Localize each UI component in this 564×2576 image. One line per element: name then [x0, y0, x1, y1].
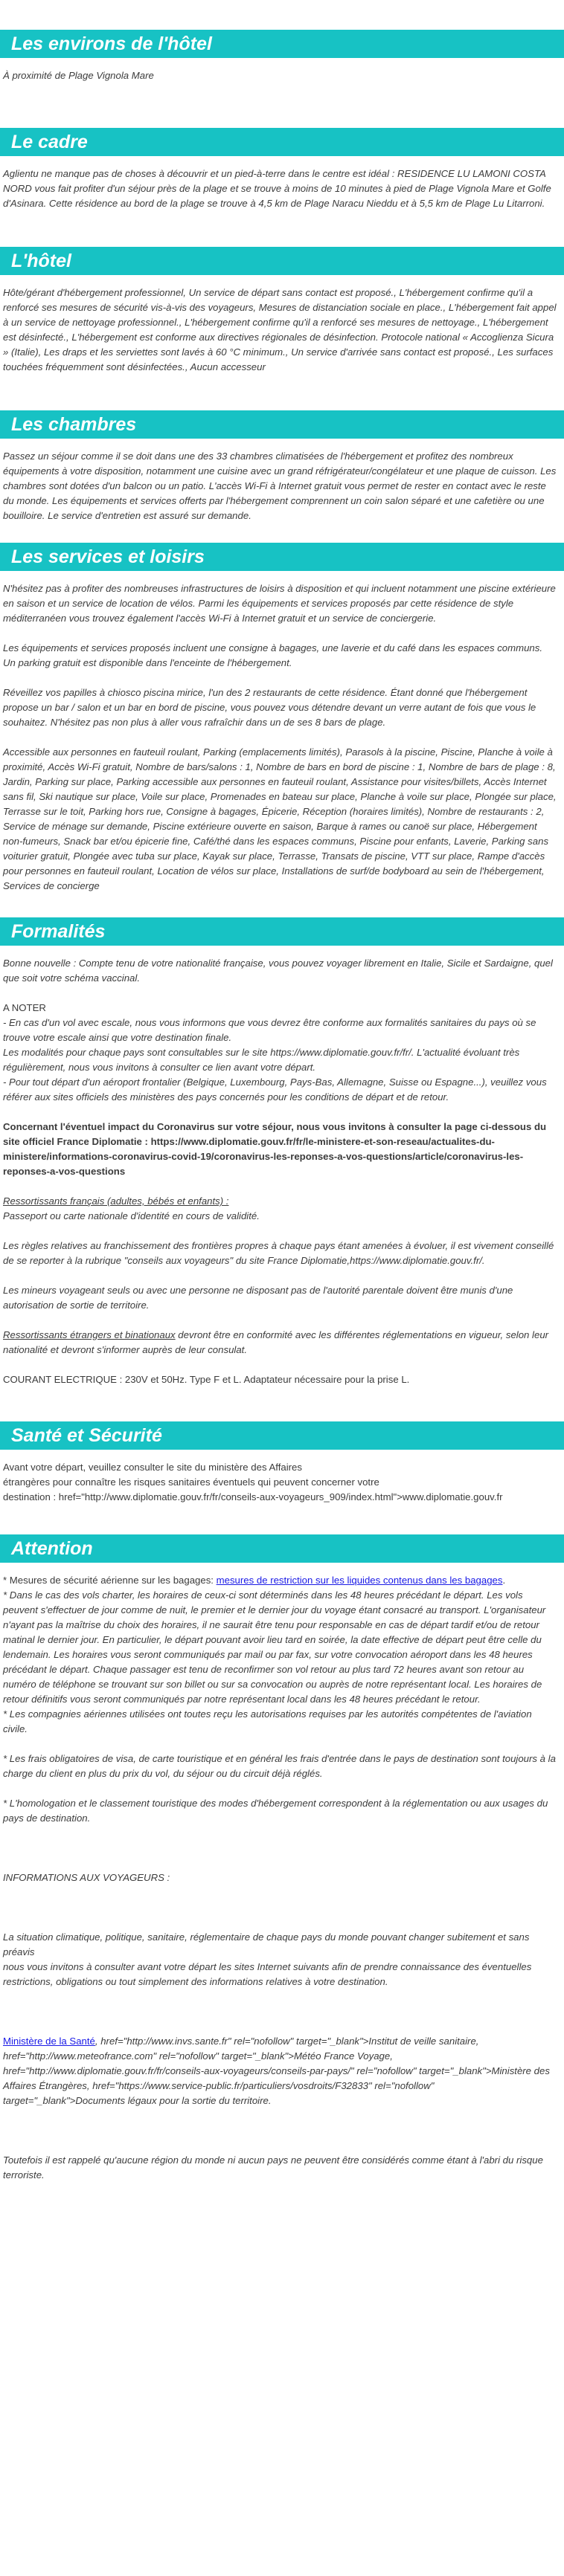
- regles-text: Les règles relatives au franchissement des frontières propres à chaque pays étant amenées à évoluer, il est vivement conseillé de se reporter à la rubrique "conseils aux voyageurs" du site France Diplomatie,https://www.diplomatie.gouv.fr/.: [3, 1240, 554, 1266]
- note-line: Les modalités pour chaque pays sont consultables sur le site https://www.diplomatie.gouv.fr/fr/. L'actualité évoluant très régulièrement, nous vous invitons à consulter ce lien avant votre départ.: [3, 1047, 520, 1073]
- ministere-sante-link[interactable]: Ministère de la Santé: [3, 2036, 95, 2047]
- section-chambres: [0, 410, 564, 523]
- mineurs-text: Les mineurs voyageant seuls ou avec une personne ne disposant pas de l'autorité parentale doivent être munis d'une autorisation de sortie de territoire.: [3, 1285, 513, 1311]
- note-line: - Pour tout départ d'un aéroport frontalier (Belgique, Luxembourg, Pays-Bas, Allemagne, Suisse ou Espagne...), veuillez vous référer aux sites officiels des ministères des pays concernés pour les conditions de départ et de retour.: [3, 1076, 547, 1103]
- situation-line: La situation climatique, politique, sanitaire, réglementaire de chaque pays du monde pouvant changer subitement et sans préavis: [3, 1931, 530, 1957]
- ressortissants-fr-label: [0, 1194, 564, 1209]
- etrangers-body: devront être en conformité avec les différentes réglementations en vigueur, selon leur nationalité et devront s'informer auprès de leur consulat.: [3, 1329, 549, 1355]
- section-title-hotel: L'hôtel: [0, 247, 564, 275]
- coronavirus-notice: Concernant l'éventuel impact du Coronavirus sur votre séjour, nous vous invitons à consulter la page ci-dessous du site officiel France Diplomatie : https://www.diplomatie.gouv.fr/fr/le-ministere-et-son-reseau/actualites-du-ministere/informations-coronavirus-covid-19/coronavirus-les-reponses-a-vos-questions/article/coronavirus-les-reponses-a-vos-questions: [3, 1121, 547, 1177]
- section-title-attention: Attention: [0, 1534, 564, 1563]
- section-sante: [0, 1421, 564, 1505]
- section-attention: [0, 1534, 564, 2183]
- formalites-intro: Bonne nouvelle : Compte tenu de votre nationalité française, vous pouvez voyager librement en Italie, Sicile et Sardaigne, quel que soit votre schéma vaccinal.: [3, 958, 553, 984]
- section-formalites: [0, 917, 564, 1387]
- section-title-services: Les services et loisirs: [0, 543, 564, 571]
- etrangers-label: Ressortissants étrangers et binationaux: [3, 1329, 176, 1340]
- compagnies-text: * Les compagnies aériennes utilisées ont toutes reçu les autorisations requises par les autorités compétentes de l'aviation civile.: [3, 1708, 532, 1734]
- liquides-restriction-link[interactable]: mesures de restriction sur les liquides contenus dans les bagages: [216, 1575, 503, 1586]
- homologation-text: * L'homologation et le classement touristique des modes d'hébergement correspondent à la réglementation ou aux usages du pays de destination.: [3, 1798, 548, 1824]
- section-environs: [0, 30, 564, 83]
- section-title-sante: Santé et Sécurité: [0, 1421, 564, 1450]
- toutefois-text: Toutefois il est rappelé qu'aucune région du monde ni aucun pays ne peuvent être considérés comme étant à l'abri du risque terroriste.: [3, 2154, 543, 2180]
- section-cadre: [0, 128, 564, 211]
- sante-line: destination : href="http://www.diplomatie.gouv.fr/fr/conseils-aux-voyageurs_909/index.html">www.diplomatie.gouv.fr: [3, 1491, 503, 1502]
- sante-line: étrangères pour connaître les risques sanitaires éventuels qui peuvent concerner votre: [3, 1476, 379, 1488]
- mesures-prefix: * Mesures de sécurité aérienne sur les bagages:: [3, 1575, 217, 1586]
- section-services: [0, 543, 564, 894]
- mesures-securite: [0, 1573, 564, 1588]
- ministere-rest: , href="http://www.invs.sante.fr" rel="nofollow" target="_blank">Institut de veille sanitaire, href="http://www.meteofrance.com" rel="nofollow" target="_blank">Météo France Voyage, href="http://www.diplomatie.gouv.fr/fr/conseils-aux-voyageurs/conseils-par-pays/" rel="nofollow" target="_blank">Ministère des Affaires Étrangères, href="https://www.service-public.fr/particuliers/vosdroits/F32833" rel="nofollow" target="_blank">Documents légaux pour la sortie du territoire.: [3, 2036, 550, 2106]
- courant-electrique: COURANT ELECTRIQUE : 230V et 50Hz. Type F et L. Adaptateur nécessaire pour la prise L.: [3, 1374, 410, 1385]
- ressortissants-fr-heading: Ressortissants français (adultes, bébés et enfants) :: [3, 1195, 229, 1207]
- section-title-environs: Les environs de l'hôtel: [0, 30, 564, 58]
- environs-text: À proximité de Plage Vignola Mare: [3, 70, 154, 81]
- section-hotel: [0, 247, 564, 375]
- vols-charter-text: * Dans le cas des vols charter, les horaires de ceux-ci sont déterminés dans les 48 heures précédant le départ. Les vols peuvent s'effectuer de jour comme de nuit, le premier et le dernier jour du voyage étant consacré au transport. L'organisateur n'ayant pas la maîtrise du choix des horaires, il ne saurait être tenu pour responsable en cas de départ tardif et/ou de retour matinal le dernier jour. En particulier, le départ pouvant avoir lieu tard en soirée, la date effective de départ peut être celle du lendemain. Les horaires vous seront communiqués par mail ou par fax, sur votre convocation aéroport dans les 48 heures précédant le départ. Chaque passager est tenu de reconfirmer son vol retour au plus tard 72 heures avant son retour au numéro de téléphone se trouvant sur son billet ou sur sa convocation ou auprès de notre représentant local. Les horaires de retour définitifs vous seront communiqués par notre représentant local dans les 48 heures précédant le retour.: [3, 1589, 546, 1705]
- note-heading: A NOTER: [3, 1002, 46, 1013]
- ressortissants-fr-text: Passeport ou carte nationale d'identité en cours de validité.: [3, 1210, 260, 1221]
- mesures-suffix: .: [502, 1575, 506, 1586]
- hotel-text: Hôte/gérant d'hébergement professionnel, Un service de départ sans contact est proposé., L'hébergement confirme qu'il a renforcé ses mesures de sécurité vis-à-vis des voyageurs, Mesures de distanciation sociale en place., L'hébergement fait appel à un service de nettoyage professionnel., L'hébergement confirme qu'il a renforcé ses mesures de nettoyage., L'hébergement est désinfecté., L'hébergement est conforme aux directives régionales de désinfection. Protocole national « Accoglienza Sicura » (Italie), Les draps et les serviettes sont lavés à 60 °C minimum., Un service d'arrivée sans contact est proposé., Les surfaces touchées fréquemment sont désinfectées., Aucun accesseur: [3, 287, 557, 372]
- ministere-links: [0, 2034, 564, 2108]
- etrangers-text: [0, 1328, 564, 1358]
- services-amenities-list: Accessible aux personnes en fauteuil roulant, Parking (emplacements limités), Parasols à la piscine, Piscine, Planche à voile à proximité, Accès Wi-Fi gratuit, Nombre de bars/salons : 1, Nombre de bars en bord de piscine : 1, Nombre de bars de plage : 8, Jardin, Parking sur place, Parking accessible aux personnes en fauteuil roulant, Assistance pour visites/billets, Accès Internet sans fil, Ski nautique sur place, Voile sur place, Promenades en bateau sur place, Planche à voile sur place, Plongée sur place, Terrasse sur le toit, Parking hors rue, Consigne à bagages, Épicerie, Réception (horaires limités), Nombre de restaurants : 2, Service de ménage sur demande, Piscine extérieure ouverte en saison, Barque à rames ou canoë sur place, Hébergement non-fumeurs, Snack bar et/ou épicerie fine, Café/thé dans les espaces communs, Piscine pour enfants, Laverie, Parking sans voiturier gratuit, Plongée avec tuba sur place, Kayak sur place, Terrasse, Transats de piscine, VTT sur place, Rampe d'accès pour personnes en fauteuil roulant, Location de vélos sur place, Installations de surf/de bodyboard au sein de l'hébergement, Services de concierge: [3, 746, 557, 891]
- chambres-text: Passez un séjour comme il se doit dans une des 33 chambres climatisées de l'hébergement et profitez des nombreux équipements à votre disposition, notamment une cuisine avec un grand réfrigérateur/congélateur et une plaque de cuisson. Les chambres sont dotées d'un balcon ou un patio. L'accès Wi-Fi à Internet gratuit vous permet de rester en contact avec le reste du monde. Les équipements et services offerts par l'hébergement comprennent un coin salon séparé et une cafetière ou une bouilloire. Le service d'entretien est assuré sur demande.: [3, 451, 557, 521]
- situation-line: nous vous invitons à consulter avant votre départ les sites Internet suivants afin de prendre connaissance des éventuelles restrictions, obligations ou tout simplement des informations relatives à votre destination.: [3, 1961, 532, 1987]
- section-title-cadre: Le cadre: [0, 128, 564, 156]
- sante-line: Avant votre départ, veuillez consulter le site du ministère des Affaires: [3, 1462, 302, 1473]
- services-paragraph: N'hésitez pas à profiter des nombreuses infrastructures de loisirs à disposition et qui incluent notamment une piscine extérieure en saison et un service de location de vélos. Parmi les équipements et services proposés par cette résidence de style méditerranéen vous trouvez également l'accès Wi-Fi à Internet gratuit et un service de conciergerie.: [3, 583, 556, 624]
- services-paragraph: Réveillez vos papilles à chiosco piscina mirice, l'un des 2 restaurants de cette résidence. Étant donné que l'hébergement propose un bar / salon et un bar en bord de piscine, vous pouvez vous détendre devant un verre autant de fois que vous le souhaitez. N'hésitez pas non plus à aller vous rafraîchir dans un de ses 8 bars de plage.: [3, 687, 536, 728]
- info-voyageurs-heading: INFORMATIONS AUX VOYAGEURS :: [3, 1872, 170, 1883]
- services-paragraph: Les équipements et services proposés incluent une consigne à bagages, une laverie et du café dans les espaces communs. Un parking gratuit est disponible dans l'enceinte de l'hébergement.: [3, 642, 543, 668]
- note-line: - En cas d'un vol avec escale, nous vous informons que vous devrez être conforme aux formalités sanitaires du pays où se trouve votre escale ainsi que votre destination finale.: [3, 1017, 536, 1043]
- section-title-chambres: Les chambres: [0, 410, 564, 439]
- cadre-text: Aglientu ne manque pas de choses à découvrir et un pied-à-terre dans le centre est idéal : RESIDENCE LU LAMONI COSTA NORD vous fait profiter d'un séjour près de la plage et se trouve à moins de 10 minutes à pied de Plage Vignola Mare et Golfe d'Asinara. Cette résidence au bord de la plage se trouve à 4,5 km de Plage Naracu Nieddu et à 5,5 km de Plage Lu Litarroni.: [3, 168, 551, 209]
- section-title-formalites: Formalités: [0, 917, 564, 946]
- frais-text: * Les frais obligatoires de visa, de carte touristique et en général les frais d'entrée dans le pays de destination sont toujours à la charge du client en plus du prix du vol, du séjour ou du circuit déjà réglés.: [3, 1753, 556, 1779]
